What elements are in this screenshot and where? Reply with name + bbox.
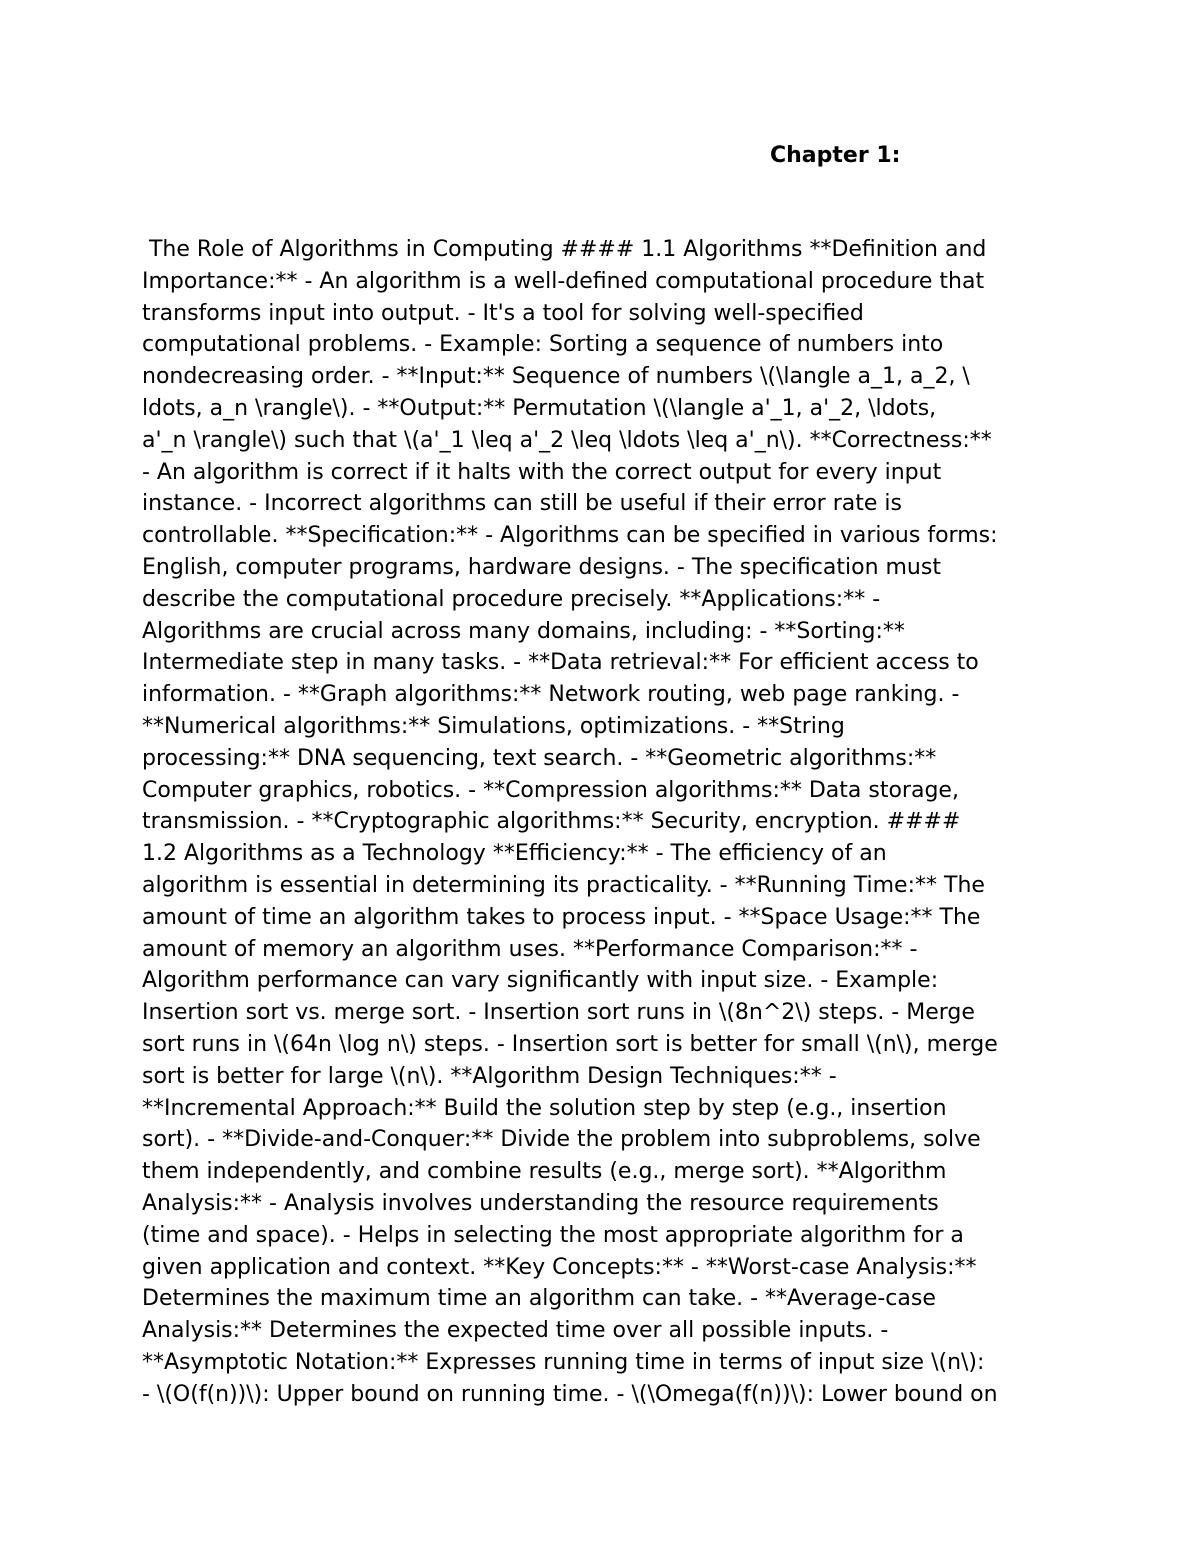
text-line: sort is better for large \(n\). **Algorithm Design Techniques:** -: [142, 1063, 837, 1089]
text-line: instance. - Incorrect algorithms can still be useful if their error rate is: [142, 491, 902, 517]
text-line: ldots, a_n \rangle\). - **Output:** Permutation \(\langle a'_1, a'_2, \ldots,: [142, 395, 937, 421]
body-text: [142, 234, 1102, 1410]
text-line: Computer graphics, robotics. - **Compression algorithms:** Data storage,: [142, 777, 959, 803]
text-line: **Numerical algorithms:** Simulations, optimizations. - **String: [142, 713, 845, 739]
text-line: transmission. - **Cryptographic algorithms:** Security, encryption. ####: [142, 809, 961, 835]
text-line: amount of time an algorithm takes to process input. - **Space Usage:** The: [142, 904, 981, 930]
text-line: Importance:** - An algorithm is a well-defined computational procedure that: [142, 268, 985, 294]
text-line: nondecreasing order. - **Input:** Sequence of numbers \(\langle a_1, a_2, \: [142, 364, 970, 390]
text-line: sort). - **Divide-and-Conquer:** Divide the problem into subproblems, solve: [142, 1127, 981, 1153]
text-line: them independently, and combine results (e.g., merge sort). **Algorithm: [142, 1159, 947, 1185]
text-line: Analysis:** Determines the expected time over all possible inputs. -: [142, 1318, 889, 1344]
text-line: processing:** DNA sequencing, text search. - **Geometric algorithms:**: [142, 745, 937, 771]
text-line: given application and context. **Key Concepts:** - **Worst-case Analysis:**: [142, 1254, 977, 1280]
text-line: a'_n \rangle\) such that \(a'_1 \leq a'_2 \leq \ldots \leq a'_n\). **Correctness:**: [142, 427, 992, 453]
text-line: 1.2 Algorithms as a Technology **Efficiency:** - The efficiency of an: [142, 841, 887, 867]
text-line: English, computer programs, hardware designs. - The specification must: [142, 554, 941, 580]
text-line: transforms input into output. - It's a tool for solving well-specified: [142, 300, 864, 326]
text-line: Algorithms are crucial across many domains, including: - **Sorting:**: [142, 618, 905, 644]
text-line: **Asymptotic Notation:** Expresses running time in terms of input size \(n\):: [142, 1349, 985, 1375]
text-line: Intermediate step in many tasks. - **Data retrieval:** For efficient access to: [142, 650, 979, 676]
text-line: algorithm is essential in determining its practicality. - **Running Time:** The: [142, 872, 985, 898]
text-line: Determines the maximum time an algorithm can take. - **Average-case: [142, 1286, 936, 1312]
text-line: Analysis:** - Analysis involves understanding the resource requirements: [142, 1190, 939, 1216]
text-line: computational problems. - Example: Sorting a sequence of numbers into: [142, 332, 944, 358]
chapter-heading: Chapter 1:: [770, 143, 901, 168]
text-line: The Role of Algorithms in Computing #### 1.1 Algorithms **Definition and: [142, 237, 987, 262]
text-line: sort runs in \(64n \log n\) steps. - Insertion sort is better for small \(n\), merge: [142, 1031, 998, 1057]
text-line: amount of memory an algorithm uses. **Performance Comparison:** -: [142, 936, 918, 962]
text-line: Insertion sort vs. merge sort. - Insertion sort runs in \(8n^2\) steps. - Merge: [142, 1000, 975, 1026]
text-line: information. - **Graph algorithms:** Network routing, web page ranking. -: [142, 682, 960, 708]
text-line: - An algorithm is correct if it halts with the correct output for every input: [142, 459, 942, 485]
text-line: controllable. **Specification:** - Algorithms can be specified in various forms:: [142, 523, 998, 549]
text-line: describe the computational procedure precisely. **Applications:** -: [142, 586, 881, 612]
text-line: **Incremental Approach:** Build the solution step by step (e.g., insertion: [142, 1095, 947, 1121]
text-line: (time and space). - Helps in selecting the most appropriate algorithm for a: [142, 1222, 964, 1248]
text-line: Algorithm performance can vary significantly with input size. - Example:: [142, 968, 939, 994]
text-line: - \(O(f(n))\): Upper bound on running time. - \(\Omega(f(n))\): Lower bound on: [142, 1381, 998, 1407]
